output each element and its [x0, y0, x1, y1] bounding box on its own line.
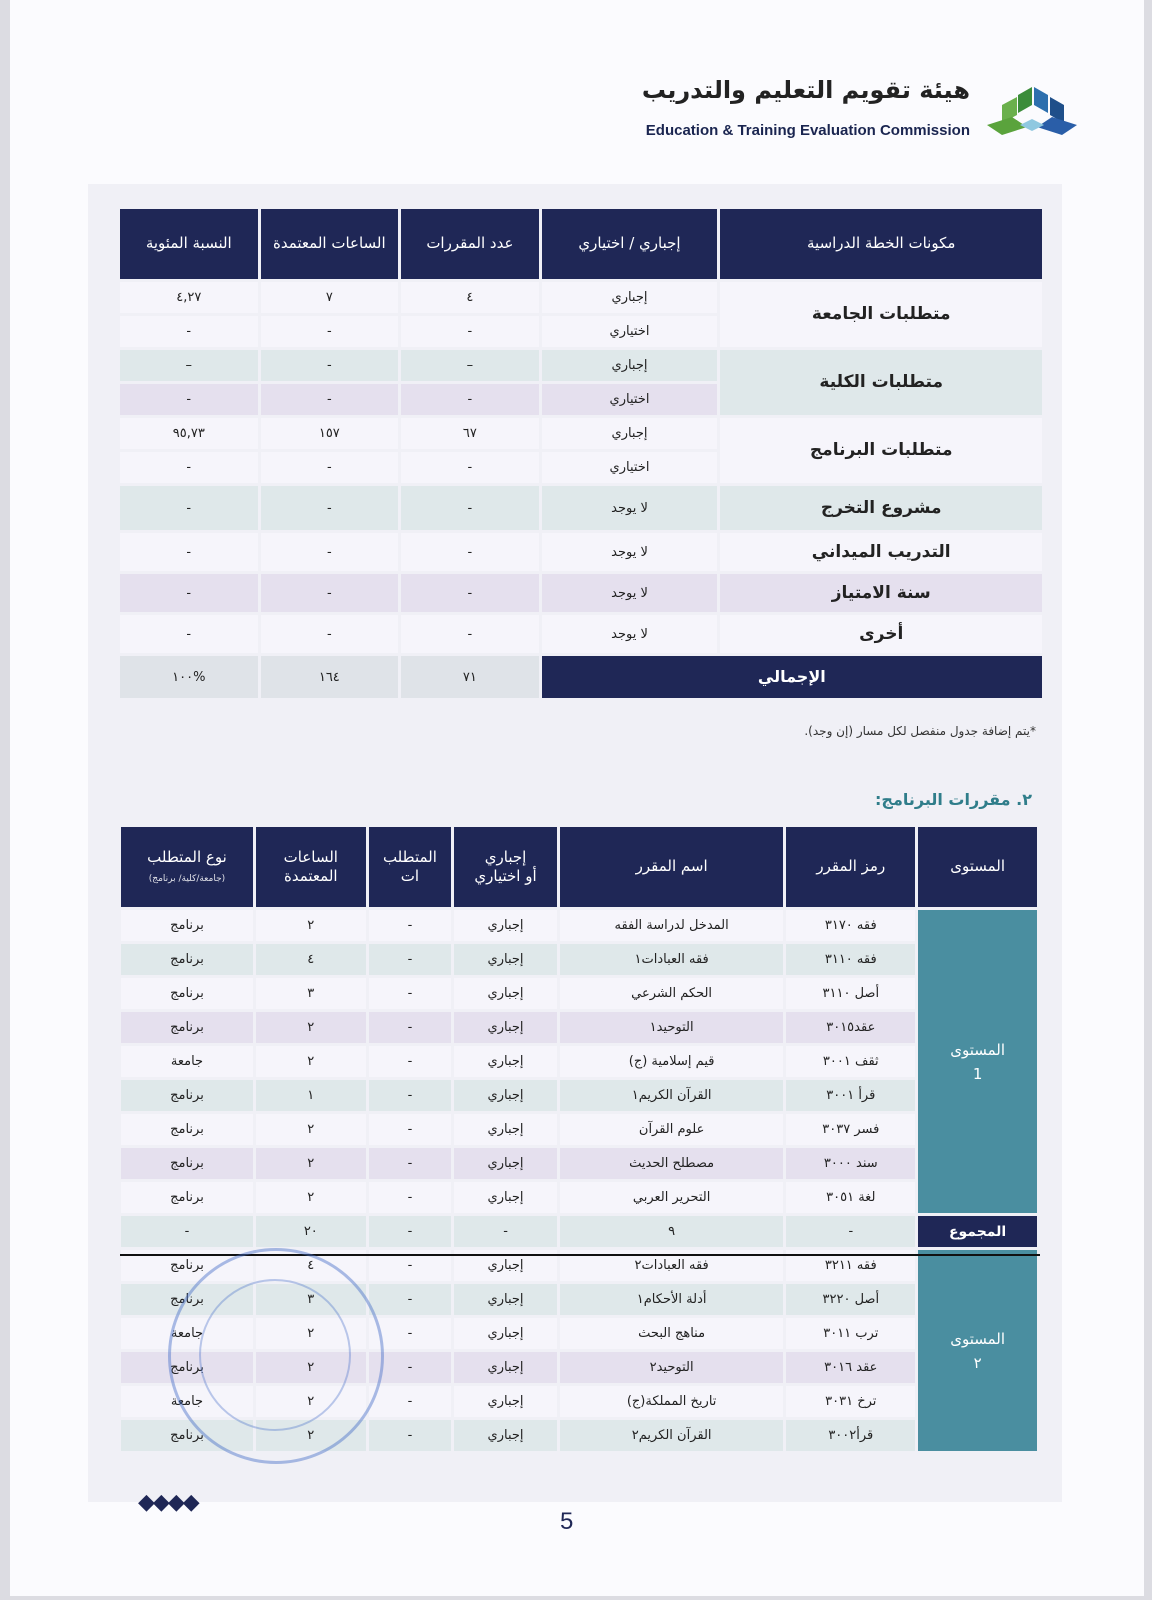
table-cell: إجباري — [454, 1352, 557, 1383]
page-number: 5 — [560, 1508, 574, 1535]
table-cell: - — [369, 978, 452, 1009]
table-row — [120, 486, 1042, 530]
table-cell: برنامج — [121, 1080, 253, 1111]
column-header-name: اسم المقرر — [560, 827, 783, 907]
table-cell: مصطلح الحديث — [560, 1148, 783, 1179]
table-cell: ٣ — [256, 978, 366, 1009]
total-label: الإجمالي — [542, 656, 1042, 698]
table-cell: برنامج — [121, 1114, 253, 1145]
table-cell: إجباري — [454, 910, 557, 941]
table-cell: ١٥٧ — [261, 418, 399, 449]
table-cell: - — [369, 1284, 452, 1315]
header-line: ات — [400, 867, 420, 885]
level-number: ٢ — [973, 1353, 982, 1372]
table-cell: إجباري — [454, 1012, 557, 1043]
table-cell: برنامج — [121, 1182, 253, 1213]
table-cell: - — [120, 486, 258, 530]
column-header: عدد المقررات — [401, 209, 539, 279]
table-cell: برنامج — [121, 1284, 253, 1315]
total-hours: ١٦٤ — [261, 656, 399, 698]
sum-label: المجموع — [918, 1216, 1037, 1247]
table-cell: إجباري — [454, 1046, 557, 1077]
table-cell: إجباري — [454, 1148, 557, 1179]
table-cell: برنامج — [121, 1148, 253, 1179]
table-cell: اختياري — [542, 384, 718, 415]
total-courses: ٧١ — [401, 656, 539, 698]
plan-group-label: متطلبات الجامعة — [720, 282, 1042, 347]
table-cell: فسر ٣٠٣٧ — [786, 1114, 915, 1145]
table-row — [121, 1114, 1037, 1145]
table-cell: ٢ — [256, 1012, 366, 1043]
table-sum-row — [121, 1216, 1037, 1247]
table-cell: - — [261, 350, 399, 381]
level-label — [918, 1250, 1037, 1451]
header-subnote: (جامعة/كلية/ برنامج) — [148, 873, 226, 884]
table-cell: إجباري — [542, 282, 718, 313]
column-header: إجباري / اختياري — [542, 209, 718, 279]
table-row — [121, 1080, 1037, 1111]
table-cell: ١ — [256, 1080, 366, 1111]
total-percent: %١٠٠ — [120, 656, 258, 698]
plan-group-label: أخرى — [720, 615, 1042, 653]
table-cell: - — [369, 944, 452, 975]
table-footnote: *يتم إضافة جدول منفصل لكل مسار (إن وجد). — [804, 724, 1036, 738]
table-cell: – — [120, 350, 258, 381]
table-cell: جامعة — [121, 1386, 253, 1417]
table-cell: إجباري — [454, 1080, 557, 1111]
table-cell: إجباري — [454, 1114, 557, 1145]
table-cell: برنامج — [121, 978, 253, 1009]
table-cell: إجباري — [542, 418, 718, 449]
column-header: النسبة المئوية — [120, 209, 258, 279]
level-number: 1 — [972, 1064, 983, 1083]
diamond-bullets-icon: ◆◆◆◆ — [138, 1490, 198, 1515]
table-cell: إجباري — [542, 350, 718, 381]
table-cell: - — [369, 1420, 452, 1451]
table-cell: ٧ — [261, 282, 399, 313]
table-row — [121, 1046, 1037, 1077]
section-title: ٢. مقررات البرنامج: — [875, 790, 1032, 809]
table-cell: ٩ — [560, 1216, 783, 1247]
table-cell: ٢ — [256, 1046, 366, 1077]
table-header-row — [121, 827, 1037, 907]
table-cell: ٤ — [401, 282, 539, 313]
table-cell: إجباري — [454, 978, 557, 1009]
table-cell: - — [401, 316, 539, 347]
table-cell: - — [369, 1080, 452, 1111]
table-row — [121, 1182, 1037, 1213]
table-cell: لا يوجد — [542, 533, 718, 571]
table-cell: ٢ — [256, 910, 366, 941]
table-cell: أصل ٣١١٠ — [786, 978, 915, 1009]
table-cell: عقد ٣٠١٦ — [786, 1352, 915, 1383]
table-cell: - — [261, 316, 399, 347]
table-cell: القرآن الكريم٢ — [560, 1420, 783, 1451]
table-cell: برنامج — [121, 1012, 253, 1043]
table-cell: سند ٣٠٠٠ — [786, 1148, 915, 1179]
table-cell: جامعة — [121, 1318, 253, 1349]
table-cell: إجباري — [454, 1250, 557, 1281]
table-cell: التوحيد٢ — [560, 1352, 783, 1383]
table-cell: - — [120, 533, 258, 571]
table-row — [120, 282, 1042, 313]
table-cell: اختياري — [542, 452, 718, 483]
column-header-hours — [256, 827, 366, 907]
table-cell: لا يوجد — [542, 486, 718, 530]
table-cell: ٤ — [256, 1250, 366, 1281]
level-title: المستوى — [950, 1329, 1006, 1348]
table-cell: ٢ — [256, 1148, 366, 1179]
table-cell: - — [261, 574, 399, 612]
table-cell: - — [120, 452, 258, 483]
table-cell: ٢ — [256, 1114, 366, 1145]
table-cell: إجباري — [454, 1284, 557, 1315]
table-cell: - — [401, 486, 539, 530]
table-cell: برنامج — [121, 1250, 253, 1281]
plan-group-label: التدريب الميداني — [720, 533, 1042, 571]
table-cell: - — [369, 1012, 452, 1043]
table-cell: فقه ٣١٧٠ — [786, 910, 915, 941]
table-cell: إجباري — [454, 1318, 557, 1349]
table-row — [120, 533, 1042, 571]
table-cell: - — [401, 533, 539, 571]
table-cell: ٢ — [256, 1420, 366, 1451]
official-seal-icon — [168, 1248, 384, 1464]
table-cell: - — [121, 1216, 253, 1247]
table-row — [121, 1148, 1037, 1179]
table-cell: - — [401, 574, 539, 612]
table-row — [121, 978, 1037, 1009]
table-cell: - — [401, 615, 539, 653]
table-cell: - — [786, 1216, 915, 1247]
table-cell: جامعة — [121, 1046, 253, 1077]
table-cell: المدخل لدراسة الفقه — [560, 910, 783, 941]
table-cell: اختياري — [542, 316, 718, 347]
table-cell: ٤,٢٧ — [120, 282, 258, 313]
table-cell: ترب ٣٠١١ — [786, 1318, 915, 1349]
table-cell: - — [261, 384, 399, 415]
table-cell: ترخ ٣٠٣١ — [786, 1386, 915, 1417]
table-cell: برنامج — [121, 910, 253, 941]
table-cell: فقه العبادات١ — [560, 944, 783, 975]
table-cell: ٢ — [256, 1182, 366, 1213]
table-cell: فقه ٣١١٠ — [786, 944, 915, 975]
plan-group-label: متطلبات الكلية — [720, 350, 1042, 415]
level-title: المستوى — [950, 1040, 1006, 1059]
table-cell: قيم إسلامية (ج) — [560, 1046, 783, 1077]
table-cell: - — [369, 1182, 452, 1213]
level-label — [918, 910, 1037, 1213]
header-line: المعتمدة — [284, 867, 338, 885]
table-cell: برنامج — [121, 1420, 253, 1451]
table-cell: - — [454, 1216, 557, 1247]
plan-group-label: متطلبات البرنامج — [720, 418, 1042, 483]
plan-group-label: سنة الامتياز — [720, 574, 1042, 612]
table-cell: لغة ٣٠٥١ — [786, 1182, 915, 1213]
table-cell: - — [369, 1046, 452, 1077]
table-cell: - — [120, 384, 258, 415]
table-row — [120, 418, 1042, 449]
table-cell: علوم القرآن — [560, 1114, 783, 1145]
table-cell: ٢ — [256, 1352, 366, 1383]
page-header — [562, 70, 1082, 150]
table-row — [121, 944, 1037, 975]
table-cell: فقه العبادات٢ — [560, 1250, 783, 1281]
table-cell: التحرير العربي — [560, 1182, 783, 1213]
table-cell: - — [369, 1114, 452, 1145]
table-cell: قرأ٣٠٠٢ — [786, 1420, 915, 1451]
table-cell: ٤ — [256, 944, 366, 975]
table-cell: - — [120, 615, 258, 653]
plan-group-label: مشروع التخرج — [720, 486, 1042, 530]
table-cell: ٩٥,٧٣ — [120, 418, 258, 449]
table-row — [121, 1012, 1037, 1043]
table-cell: إجباري — [454, 1420, 557, 1451]
table-row — [120, 574, 1042, 612]
table-cell: ٦٧ — [401, 418, 539, 449]
table-cell: أصل ٣٢٢٠ — [786, 1284, 915, 1315]
table-cell: إجباري — [454, 1386, 557, 1417]
table-cell: ثقف ٣٠٠١ — [786, 1046, 915, 1077]
table-cell: برنامج — [121, 944, 253, 975]
table-cell: - — [369, 1386, 452, 1417]
table-cell: إجباري — [454, 1182, 557, 1213]
header-line: أو اختياري — [474, 867, 537, 885]
study-plan-table — [117, 206, 1045, 701]
table-cell: - — [369, 1216, 452, 1247]
table-cell: - — [120, 316, 258, 347]
header-line: المتطلب — [382, 847, 437, 866]
table-cell: - — [401, 452, 539, 483]
table-cell: ٢ — [256, 1386, 366, 1417]
table-cell: قرأ ٣٠٠١ — [786, 1080, 915, 1111]
column-header-level: المستوى — [918, 827, 1037, 907]
table-cell: – — [401, 350, 539, 381]
table-cell: ٢٠ — [256, 1216, 366, 1247]
table-cell: مناهج البحث — [560, 1318, 783, 1349]
table-cell: أدلة الأحكام١ — [560, 1284, 783, 1315]
org-name-english: Education & Training Evaluation Commission — [645, 122, 970, 139]
table-cell: ٢ — [256, 1318, 366, 1349]
table-cell: - — [369, 1352, 452, 1383]
table-cell: لا يوجد — [542, 574, 718, 612]
table-cell: - — [369, 910, 452, 941]
column-header: الساعات المعتمدة — [261, 209, 399, 279]
table-cell: - — [401, 384, 539, 415]
column-header-prereq — [369, 827, 452, 907]
table-cell: - — [261, 486, 399, 530]
table-cell: - — [120, 574, 258, 612]
table-cell: لا يوجد — [542, 615, 718, 653]
table-cell: التوحيد١ — [560, 1012, 783, 1043]
table-cell: الحكم الشرعي — [560, 978, 783, 1009]
org-name-arabic: هيئة تقويم التعليم والتدريب — [641, 76, 970, 104]
table-cell: ٣ — [256, 1284, 366, 1315]
header-line: الساعات — [283, 847, 338, 866]
table-cell: - — [261, 533, 399, 571]
header-line: نوع المتطلب — [147, 848, 227, 867]
header-line: إجباري — [484, 847, 527, 866]
etec-logo-icon — [982, 75, 1082, 145]
column-header-code: رمز المقرر — [786, 827, 915, 907]
table-row — [120, 615, 1042, 653]
table-row — [121, 910, 1037, 941]
column-header: مكونات الخطة الدراسية — [720, 209, 1042, 279]
table-total-row — [120, 656, 1042, 698]
table-cell: القرآن الكريم١ — [560, 1080, 783, 1111]
table-cell: إجباري — [454, 944, 557, 975]
table-cell: تاريخ المملكة(ج) — [560, 1386, 783, 1417]
table-cell: - — [261, 615, 399, 653]
table-header-row — [120, 209, 1042, 279]
table-cell: فقه ٣٢١١ — [786, 1250, 915, 1281]
table-cell: - — [369, 1148, 452, 1179]
table-cell: عقد٣٠١٥ — [786, 1012, 915, 1043]
table-cell: - — [369, 1318, 452, 1349]
column-header-type — [454, 827, 557, 907]
table-cell: - — [369, 1250, 452, 1281]
table-row — [120, 350, 1042, 381]
column-header-requirement — [121, 827, 253, 907]
table-cell: برنامج — [121, 1352, 253, 1383]
table-cell: - — [261, 452, 399, 483]
